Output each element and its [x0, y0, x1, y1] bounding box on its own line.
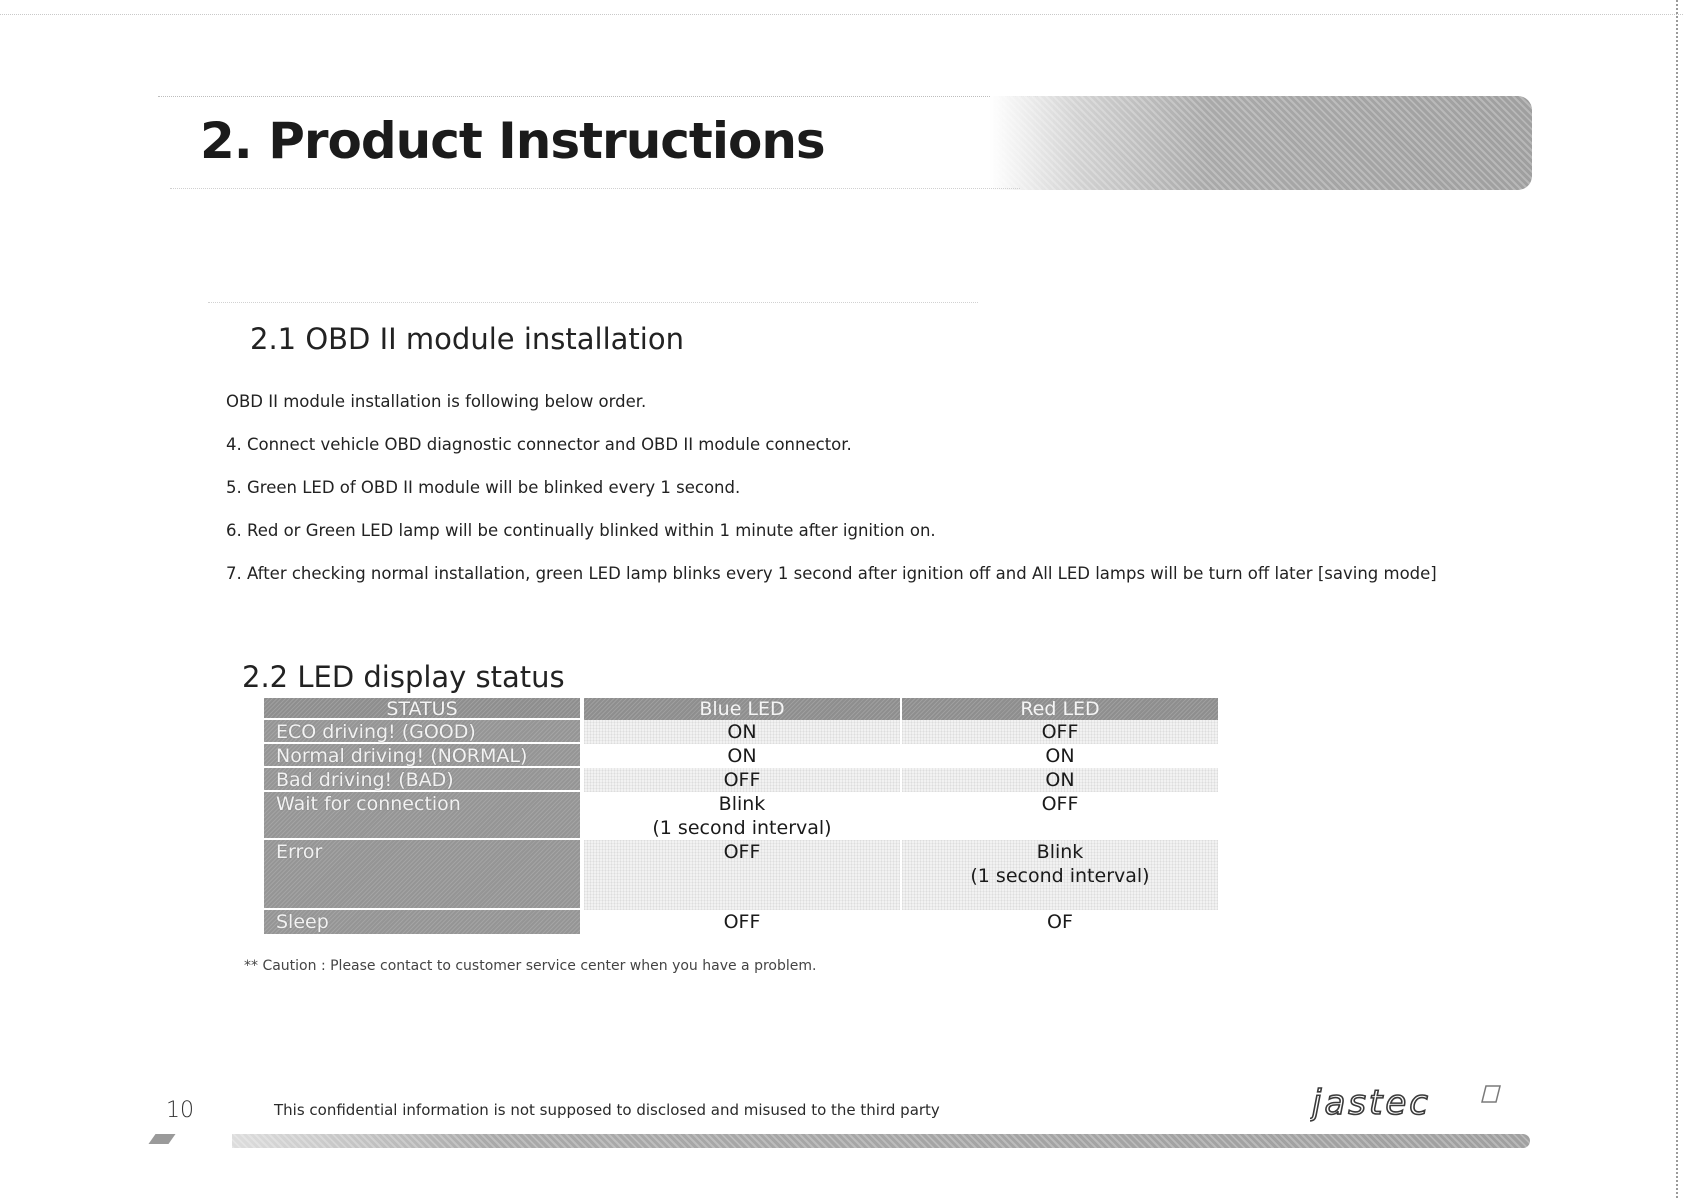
step-5: 5. Green LED of OBD II module will be blinked every 1 second.	[226, 478, 741, 497]
table-row	[264, 720, 1218, 744]
blue-led-value: OFF	[723, 769, 761, 791]
step-6: 6. Red or Green LED lamp will be continually blinked within 1 minute after ignition on.	[226, 521, 936, 540]
blue-led-cell	[584, 910, 900, 936]
red-led-cell	[902, 840, 1218, 910]
red-led-cell	[902, 768, 1218, 792]
status-cell: Normal driving! (NORMAL)	[264, 744, 580, 768]
red-led-cell	[902, 792, 1218, 840]
header-red-led: Red LED	[902, 698, 1218, 720]
confidentiality-note: This confidential information is not supposed to disclosed and misused to the third party	[274, 1101, 940, 1119]
blue-led-cell	[584, 720, 900, 744]
status-cell: ECO driving! (GOOD)	[264, 720, 580, 744]
header-rule	[158, 96, 1038, 97]
red-led-value: OFF	[1041, 793, 1079, 815]
red-led-value: Blink	[1036, 841, 1084, 863]
led-status-table	[264, 698, 1218, 936]
page-number: 10	[166, 1098, 194, 1123]
table-row	[264, 792, 1218, 840]
section-title-installation: 2.1 OBD II module installation	[250, 322, 684, 356]
table-header-row	[264, 698, 1218, 720]
status-cell: Sleep	[264, 910, 580, 936]
table-row	[264, 910, 1218, 936]
red-led-cell	[902, 744, 1218, 768]
scan-edge-line	[0, 14, 1683, 15]
blue-led-cell	[584, 744, 900, 768]
blue-led-value: Blink	[718, 793, 766, 815]
footer-mark	[148, 1134, 175, 1144]
footer-decor-band	[232, 1134, 1530, 1148]
svg-text:jastec: jastec	[1312, 1083, 1431, 1123]
section-title-led-status: 2.2 LED display status	[242, 660, 565, 694]
blue-led-value: ON	[727, 721, 757, 743]
blue-led-subvalue: (1 second interval)	[652, 817, 832, 839]
table-row	[264, 768, 1218, 792]
page-title: 2. Product Instructions	[200, 112, 825, 170]
section-divider	[208, 302, 978, 303]
step-4: 4. Connect vehicle OBD diagnostic connector and OBD II module connector.	[226, 435, 852, 454]
intro-paragraph: OBD II module installation is following below order.	[226, 392, 647, 411]
blue-led-cell	[584, 840, 900, 910]
blue-led-value: OFF	[723, 841, 761, 863]
header-blue-led: Blue LED	[584, 698, 900, 720]
status-cell: Wait for connection	[264, 792, 580, 840]
table-row	[264, 840, 1218, 910]
step-7: 7. After checking normal installation, green LED lamp blinks every 1 second after ignition off and All LED lamps will be turn off later [saving mode]	[226, 564, 1437, 583]
blue-led-cell	[584, 768, 900, 792]
header-underline	[170, 188, 1020, 189]
caution-note: ** Caution : Please contact to customer service center when you have a problem.	[244, 958, 817, 974]
jastec-logo	[1310, 1080, 1510, 1124]
blue-led-value: OFF	[723, 911, 761, 933]
table-row	[264, 744, 1218, 768]
blue-led-cell	[584, 792, 900, 840]
header-decor-band	[990, 96, 1532, 190]
header-status: STATUS	[264, 698, 580, 720]
red-led-value: OFF	[1041, 721, 1079, 743]
status-cell: Bad driving! (BAD)	[264, 768, 580, 792]
scan-right-edge	[1676, 0, 1678, 1198]
red-led-subvalue: (1 second interval)	[970, 865, 1150, 887]
blue-led-value: ON	[727, 745, 757, 767]
red-led-cell	[902, 720, 1218, 744]
red-led-cell	[902, 910, 1218, 936]
red-led-value: OF	[1047, 911, 1073, 933]
red-led-value: ON	[1045, 769, 1075, 791]
red-led-value: ON	[1045, 745, 1075, 767]
status-cell: Error	[264, 840, 580, 910]
